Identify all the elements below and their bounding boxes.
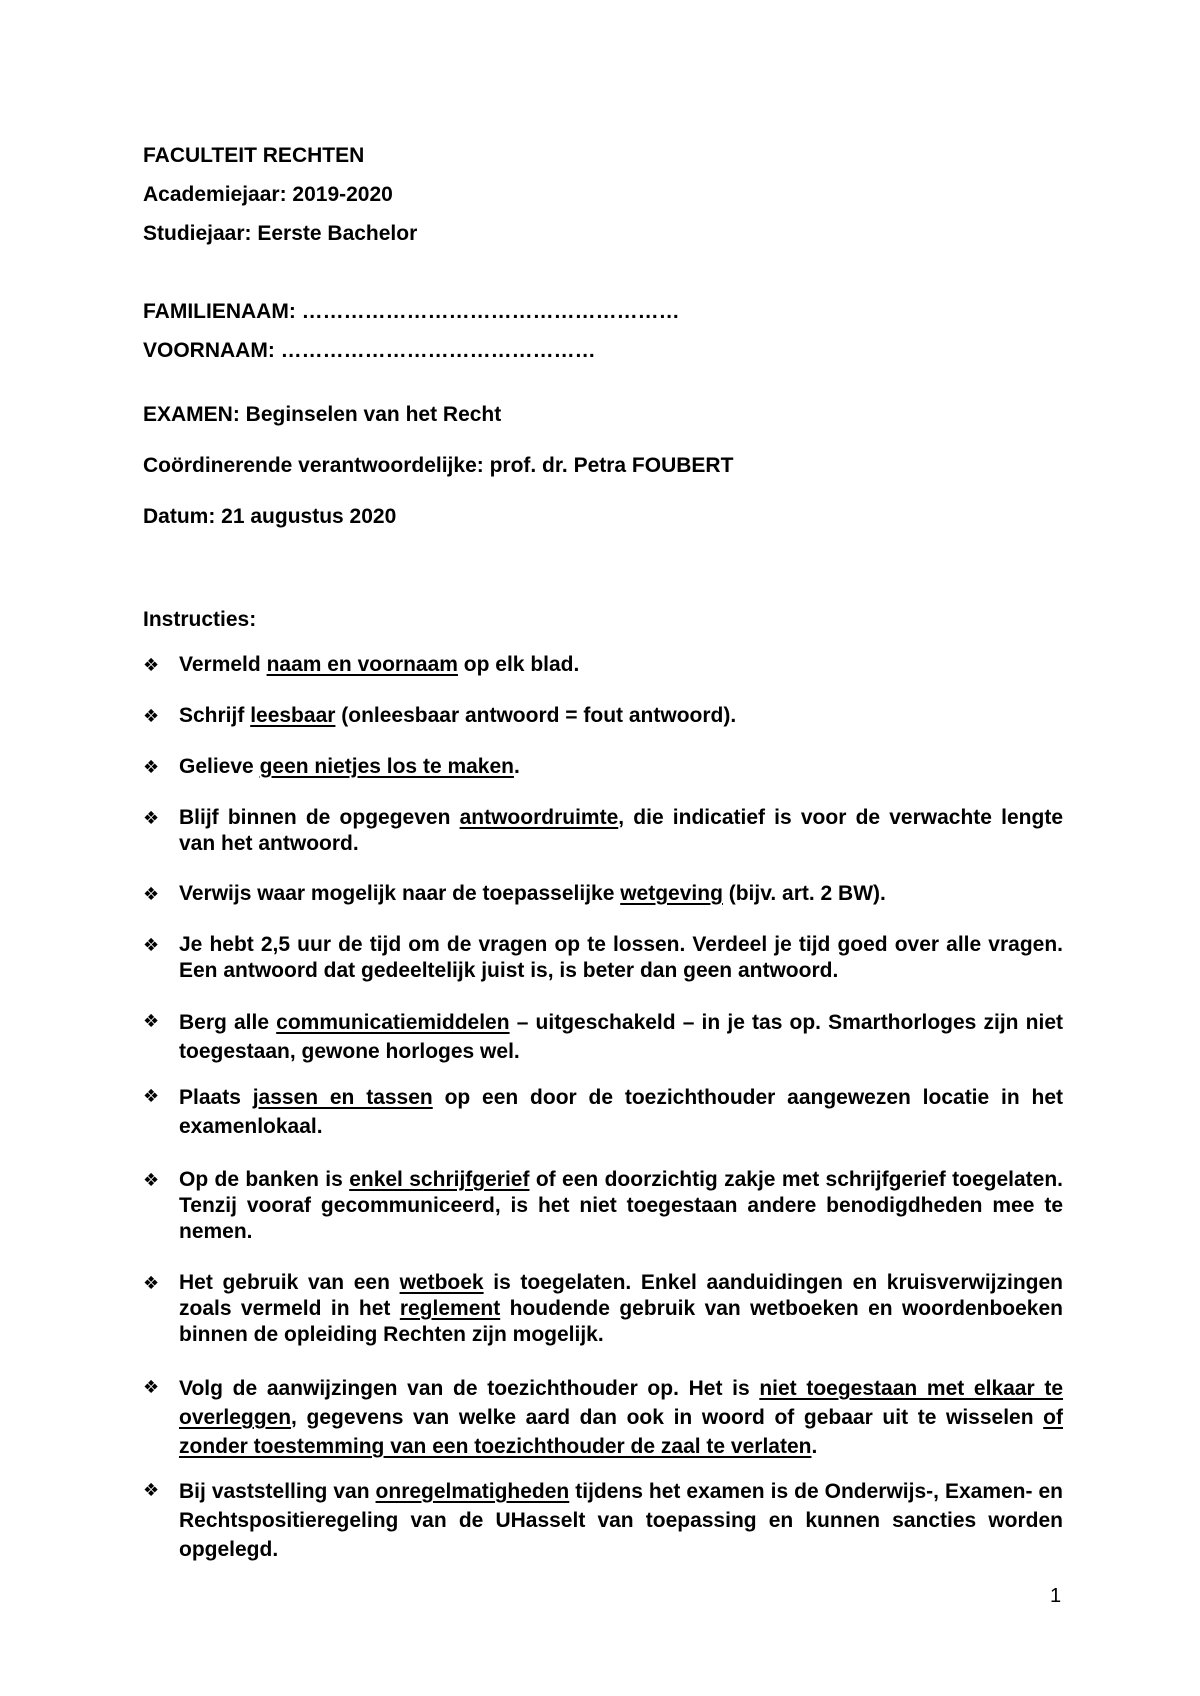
instruction-item: ❖ Plaats jassen en tassen op een door de toezichthouder aangewezen locatie in het examenlokaal. <box>143 1083 1063 1141</box>
exam-label: EXAMEN: <box>143 403 240 426</box>
exam-course: Beginselen van het Recht <box>239 403 502 426</box>
instructions-heading: Instructies: <box>143 608 257 631</box>
bullet-icon: ❖ <box>143 706 160 726</box>
instruction-item: ❖ Je hebt 2,5 uur de tijd om de vragen op te lossen. Verdeel je tijd goed over alle vragen. Een antwoord dat gedeeltelijk juist is, is beter dan geen antwoord. <box>143 933 1063 982</box>
instruction-item: ❖ Verwijs waar mogelijk naar de toepasselijke wetgeving (bijv. art. 2 BW). <box>143 882 886 905</box>
faculty-name: FACULTEIT RECHTEN <box>143 144 365 167</box>
bullet-icon: ❖ <box>143 1086 160 1106</box>
bullet-icon: ❖ <box>143 884 160 904</box>
instruction-item: ❖ Het gebruik van een wetboek is toegelaten. Enkel aanduidingen en kruisverwijzingen zoals vermeld in het reglement houdende gebruik van wetboeken en woordenboeken binnen de opleiding Rechten zijn mogelijk. <box>143 1271 1063 1346</box>
bullet-icon: ❖ <box>143 1377 160 1397</box>
family-name-field: FAMILIENAAM: ……………………………………………… <box>143 300 680 323</box>
instruction-item: ❖ Berg alle communicatiemiddelen – uitgeschakeld – in je tas op. Smarthorloges zijn niet toegestaan, gewone horloges wel. <box>143 1008 1063 1066</box>
instruction-item: ❖ Blijf binnen de opgegeven antwoordruimte, die indicatief is voor de verwachte lengte van het antwoord. <box>143 806 1064 855</box>
bullet-icon: ❖ <box>143 1011 160 1031</box>
instruction-item: ❖ Gelieve geen nietjes los te maken. <box>143 755 520 778</box>
bullet-icon: ❖ <box>143 1273 160 1293</box>
instruction-item: ❖ Op de banken is enkel schrijfgerief of een doorzichtig zakje met schrijfgerief toegelaten. Tenzij vooraf gecommuniceerd, is het niet toegestaan andere benodigdheden mee te nemen. <box>143 1168 1063 1243</box>
bullet-icon: ❖ <box>143 1170 160 1190</box>
instruction-item: ❖ Vermeld naam en voornaam op elk blad. <box>143 653 580 676</box>
exam-date: Datum: 21 augustus 2020 <box>143 505 397 528</box>
page-number: 1 <box>1050 1585 1062 1607</box>
first-name-field: VOORNAAM: ……………………………………… <box>143 339 596 362</box>
bullet-icon: ❖ <box>143 655 160 675</box>
bullet-icon: ❖ <box>143 935 160 955</box>
instruction-item: ❖ Schrijf leesbaar (onleesbaar antwoord = fout antwoord). <box>143 704 737 727</box>
study-year: Studiejaar: Eerste Bachelor <box>143 222 418 245</box>
exam-coordinator: Coördinerende verantwoordelijke: prof. dr. Petra FOUBERT <box>143 454 734 477</box>
academic-year: Academiejaar: 2019-2020 <box>143 183 393 206</box>
instruction-item: ❖ Bij vaststelling van onregelmatigheden tijdens het examen is de Onderwijs-, Examen- en Rechtspositieregeling van de UHasselt van toepassing en kunnen sancties worden opgelegd. <box>143 1477 1063 1564</box>
bullet-icon: ❖ <box>143 808 160 828</box>
bullet-icon: ❖ <box>143 757 160 777</box>
bullet-icon: ❖ <box>143 1480 160 1500</box>
exam-title <box>143 402 501 428</box>
instruction-item: ❖ Volg de aanwijzingen van de toezichthouder op. Het is niet toegestaan met elkaar te overleggen, gegevens van welke aard dan ook in woord of gebaar uit te wisselen of zonder toestemming van een toezichthouder de zaal te verlaten. <box>143 1374 1063 1461</box>
